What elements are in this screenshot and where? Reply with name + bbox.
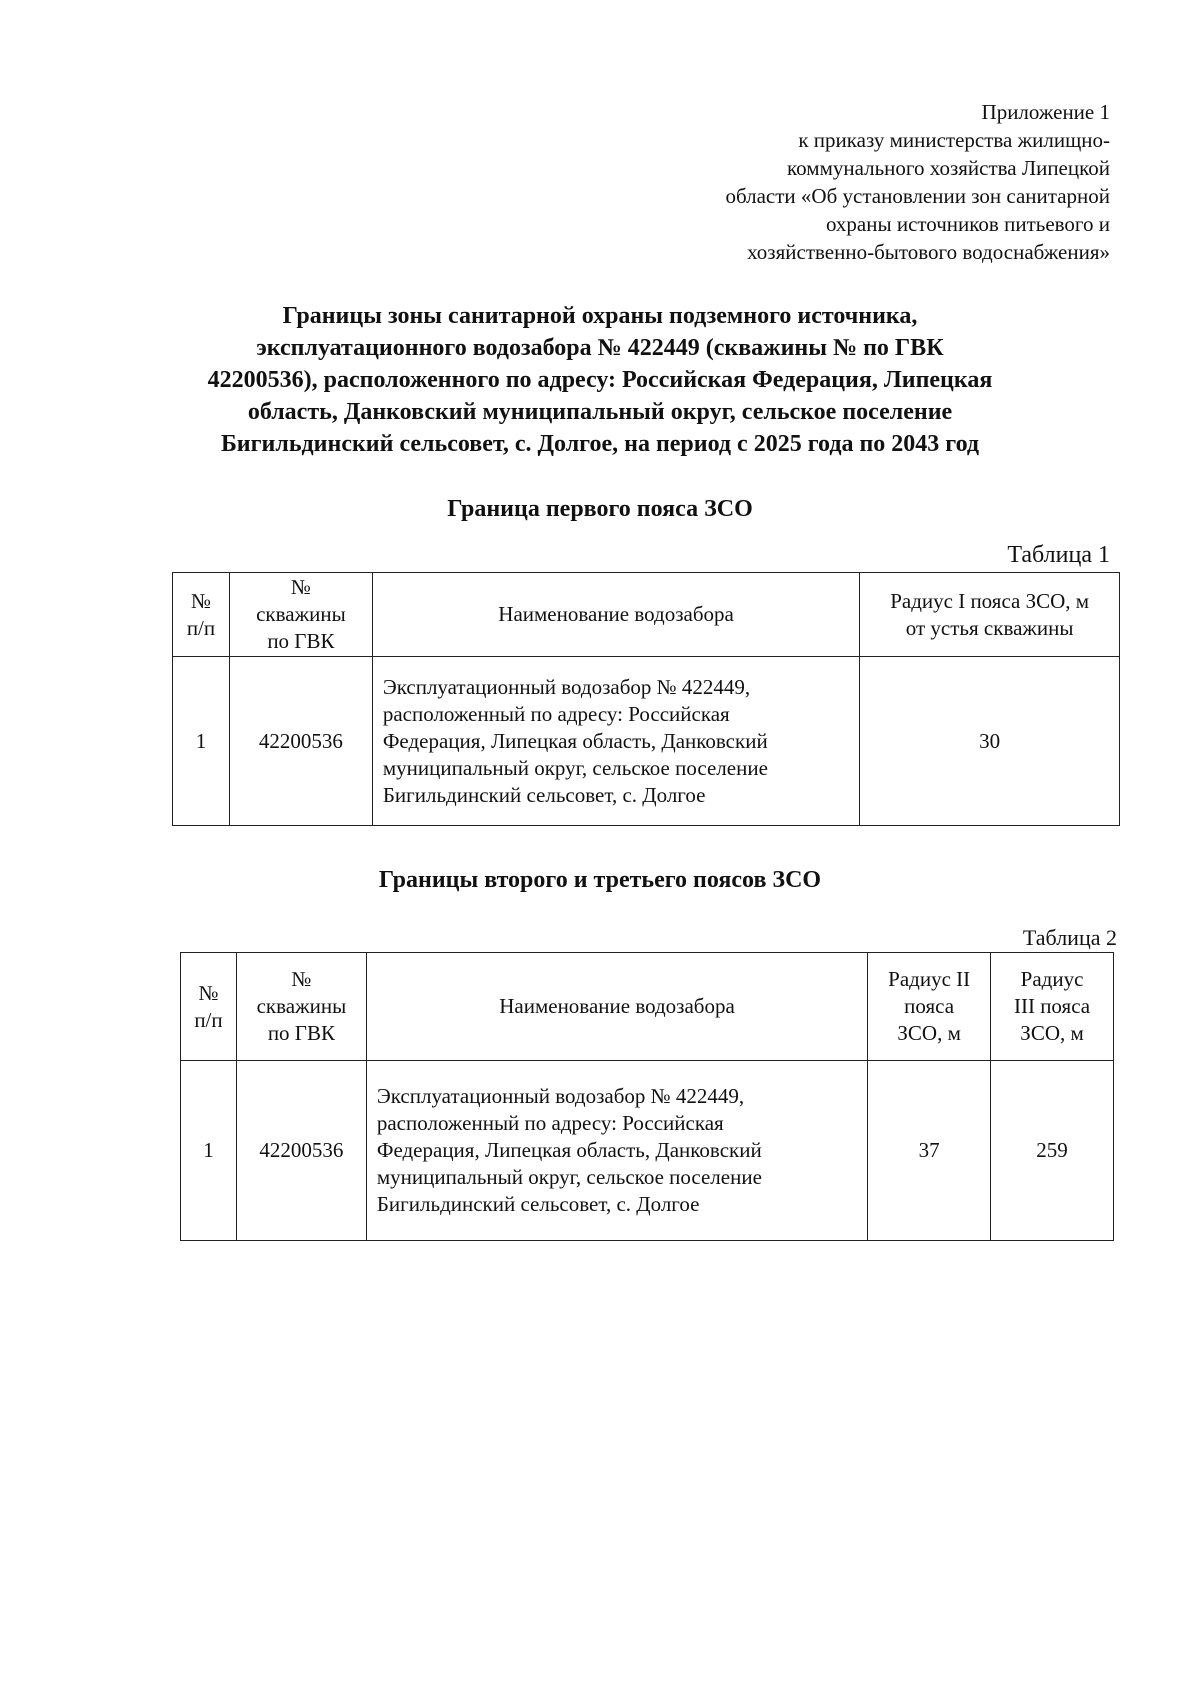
header-cell-num <box>173 573 230 657</box>
header-cell-radius1 <box>860 573 1120 657</box>
header-text: Радиус I пояса ЗСО, м <box>890 588 1090 613</box>
cell-text: Федерация, Липецкая область, Данковский <box>382 728 768 753</box>
cell-text: муниципальный округ, сельское поселение <box>382 755 768 780</box>
appendix-line: Приложение 1 <box>981 100 1110 124</box>
header-text: п/п <box>186 615 216 640</box>
section-title-first-zone: Граница первого пояса ЗСО <box>447 496 753 522</box>
header-cell-well <box>229 573 372 657</box>
cell-well: 42200536 <box>229 657 372 826</box>
header-cell-num <box>181 953 237 1061</box>
title-line: эксплуатационного водозабора № 422449 (скважины № по ГВК <box>256 335 944 361</box>
cell-text: Бигильдинский сельсовет, с. Долгое <box>376 1192 700 1216</box>
table-first-zone <box>172 572 1120 826</box>
table-second-third-zone <box>180 952 1114 1241</box>
appendix-header <box>610 98 1110 266</box>
cell-text: расположенный по адресу: Российская <box>382 701 730 726</box>
document-title <box>140 300 1060 460</box>
cell-well: 42200536 <box>236 1061 366 1241</box>
header-text: № <box>198 980 219 1005</box>
appendix-line: охраны источников питьевого и <box>825 212 1110 236</box>
cell-name <box>372 657 859 826</box>
table-row <box>173 657 1120 826</box>
header-text: № <box>290 575 311 599</box>
header-cell-name <box>366 953 867 1061</box>
appendix-line: к приказу министерства жилищно- <box>798 128 1110 152</box>
title-line: Бигильдинский сельсовет, с. Долгое, на период с 2025 года по 2043 год <box>220 431 980 457</box>
cell-radius2: 37 <box>868 1061 991 1241</box>
cell-text: Федерация, Липецкая область, Данковский <box>376 1138 762 1162</box>
cell-text: Эксплуатационный водозабор № 422449, <box>376 1084 745 1108</box>
cell-radius1: 30 <box>860 657 1120 826</box>
header-text: Наименование водозабора <box>498 602 734 626</box>
table2-caption: Таблица 2 <box>1022 925 1117 950</box>
cell-num: 1 <box>173 657 230 826</box>
cell-radius3: 259 <box>991 1061 1114 1241</box>
cell-text: Бигильдинский сельсовет, с. Долгое <box>382 782 706 807</box>
title-line: область, Данковский муниципальный округ, сельское поселение <box>247 399 953 425</box>
cell-text: Эксплуатационный водозабор № 422449, <box>382 674 751 699</box>
table-header-row <box>173 573 1120 657</box>
header-text: ЗСО, м <box>1020 1021 1084 1045</box>
header-text: № <box>291 967 312 991</box>
header-text: Наименование водозабора <box>499 994 735 1018</box>
table1-caption: Таблица 1 <box>1007 542 1110 568</box>
header-cell-well <box>236 953 366 1061</box>
header-text: от устья скважины <box>905 615 1074 640</box>
header-text: скважины <box>256 602 346 626</box>
header-cell-radius2 <box>868 953 991 1061</box>
header-text: ЗСО, м <box>897 1021 961 1045</box>
header-text: по ГВК <box>267 1021 335 1045</box>
title-line: 42200536), расположенного по адресу: Российская Федерация, Липецкая <box>207 367 993 393</box>
table-header-row <box>181 953 1114 1061</box>
header-text: Радиус II <box>888 967 971 991</box>
cell-text: муниципальный округ, сельское поселение <box>376 1165 762 1189</box>
cell-num: 1 <box>181 1061 237 1241</box>
table-row <box>181 1061 1114 1241</box>
cell-text: расположенный по адресу: Российская <box>376 1111 724 1135</box>
header-text: п/п <box>194 1007 223 1032</box>
header-text: пояса <box>904 994 955 1018</box>
header-text: по ГВК <box>267 629 335 653</box>
header-cell-name <box>372 573 859 657</box>
appendix-line: коммунального хозяйства Липецкой <box>787 156 1110 180</box>
section-title-second-third-zone: Границы второго и третьего поясов ЗСО <box>378 867 822 893</box>
appendix-line: хозяйственно-бытового водоснабжения» <box>747 240 1110 264</box>
header-cell-radius3 <box>991 953 1114 1061</box>
header-text: скважины <box>256 994 347 1018</box>
cell-name <box>366 1061 867 1241</box>
appendix-line: области «Об установлении зон санитарной <box>725 184 1110 208</box>
header-text: № <box>190 588 211 613</box>
title-line: Границы зоны санитарной охраны подземного источника, <box>282 303 918 329</box>
header-text: Радиус <box>1020 967 1084 991</box>
header-text: III пояса <box>1013 994 1091 1018</box>
